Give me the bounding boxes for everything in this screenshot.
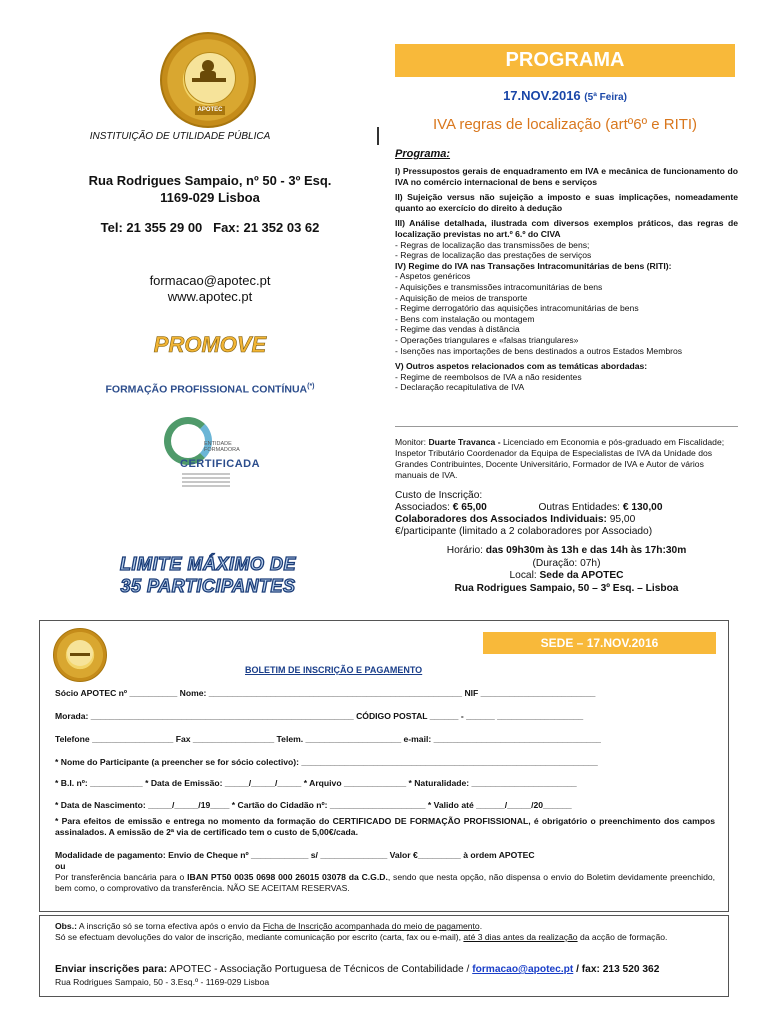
email-link[interactable]: formacao@apotec.pt	[149, 273, 271, 288]
obs-text2c: da acção de formação.	[579, 932, 668, 942]
obs-text1c: .	[479, 921, 483, 931]
pricing	[395, 490, 738, 538]
contact-block	[30, 273, 390, 305]
enviar-fax: / fax: 213 520 362	[576, 964, 660, 975]
price-row	[395, 502, 738, 514]
cert-big-text: CERTIFICADA	[180, 458, 261, 470]
address-line2: 1169-029 Lisboa	[160, 190, 260, 205]
separator	[395, 426, 738, 427]
formacao-label	[30, 383, 390, 396]
enviar-label: Enviar inscrições para:	[55, 964, 168, 975]
send-info	[55, 964, 715, 988]
section-3: III) Análise detalhada, ilustrada com diversos exemplos práticos, das regras de localização previstas no art.º 6.º do CIVA	[395, 218, 738, 239]
local-address: Rua Rodrigues Sampaio, 50 – 3º Esq. – Lisboa	[454, 582, 679, 594]
logo-tag: APOTEC	[195, 106, 225, 115]
duracao: (Duração: 07h)	[532, 557, 601, 569]
course-date	[395, 88, 735, 103]
schedule	[395, 545, 738, 595]
obs-label: Obs.:	[55, 921, 77, 931]
form-row-telefone[interactable]: Telefone _________________ Fax _________________ Telem. ____________________ e-mail: ___________________________________	[55, 734, 601, 744]
section-4-item: - Aquisições e transmissões intracomunitárias de bens	[395, 281, 603, 292]
programa-content	[395, 166, 738, 393]
payment-section	[55, 850, 715, 894]
payment-transfer	[55, 872, 715, 894]
monitor-label: Monitor:	[395, 437, 427, 447]
payment-cheque[interactable]: Modalidade de pagamento: Envio de Cheque nº ____________ s/ ______________ Valor €_________ à ordem APOTEC	[55, 850, 535, 860]
programa-banner: PROGRAMA	[395, 44, 735, 77]
promove-heading: PROMOVE	[153, 332, 267, 357]
transfer-text: Por transferência bancária para o	[55, 872, 185, 882]
cert-small-text: ENTIDADE FORMADORA	[204, 441, 240, 453]
section-2: II) Sujeição versus não sujeição a imposto e suas implicações, nomeadamente quanto ao exercício do direito à dedução	[395, 192, 738, 213]
colab-note: €/participante (limitado a 2 colaboradores por Associado)	[395, 526, 653, 537]
horario-value: das 09h30m às 13h e das 14h às 17h:30m	[485, 545, 687, 556]
formacao-text: FORMAÇÃO PROFISSIONAL CONTÍNUA	[105, 383, 308, 396]
section-4-item: - Regime derrogatório das aquisições intracomunitárias de bens	[395, 303, 639, 314]
address	[30, 172, 390, 206]
limite-banner	[58, 553, 358, 597]
section-5-item: - Declaração recapitulativa de IVA	[395, 382, 525, 393]
section-4-item: - Isenções nas importações de bens destinados a outros Estados Membros	[395, 345, 683, 356]
colab-label: Colaboradores dos Associados Individuais:	[395, 514, 607, 525]
address-line1: Rua Rodrigues Sampaio, nº 50 - 3º Esq.	[88, 173, 332, 188]
section-5: V) Outros aspetos relacionados com as temáticas abordadas:	[395, 361, 648, 372]
phone-fax: Tel: 21 355 29 00 Fax: 21 352 03 62	[100, 220, 320, 235]
outras-price: € 130,00	[622, 502, 663, 513]
obs-text1a: A inscrição só se torna efectiva após o envio da	[78, 921, 261, 931]
payment-or: ou	[55, 861, 66, 871]
local-label: Local:	[509, 570, 537, 581]
form-row-bi[interactable]: * B.I. nº: ___________ * Data de Emissão: _____/_____/_____ * Arquivo _____________ * Naturalidade: ______________________	[55, 778, 577, 788]
form-row-morada[interactable]: Morada: _______________________________________________________ CÓDIGO POSTAL ______ - ______ __________________	[55, 711, 584, 721]
course-title: IVA regras de localização (artº6º e RITI)	[432, 116, 698, 133]
form-row-nascimento[interactable]: * Data de Nascimento: _____/_____/19____ * Cartão do Cidadão nº: ____________________ * Valido até ______/_____/20______	[55, 800, 572, 810]
limite-line2: 35 PARTICIPANTES	[120, 576, 296, 596]
monitor-text: Licenciado em Economia e pós-graduado em Fiscalidade; Inspetor Tributário Coordenador da Equipa de Especialistas de IVA da Unidade dos Grandes Contribuintes, Docente Universitário, Formador de IVA e Autor de vários manuais de IVA.	[395, 437, 725, 480]
assoc-price: € 65,00	[452, 502, 487, 513]
local-value: Sede da APOTEC	[539, 570, 624, 581]
section-3-item: - Regras de localização das prestações de serviços	[395, 250, 592, 261]
divider	[377, 127, 379, 145]
form-row-socio[interactable]: Sócio APOTEC nº __________ Nome: _____________________________________________________ NIF ________________________	[55, 688, 596, 698]
section-4-item: - Aspetos genéricos	[395, 271, 471, 282]
transfer-note: , sendo que nesta opção, não dispensa o envio do Boletim devidamente preenchido, bem como, o comprovativo da transferência. NÃO SE ACEITAM RESERVAS.	[55, 872, 716, 893]
obs-text1b: Ficha de Inscrição acompanhada do meio de pagamento	[262, 921, 480, 931]
institution-label: INSTITUIÇÃO DE UTILIDADE PÚBLICA	[89, 131, 271, 142]
date-text: 17.NOV.2016	[503, 88, 581, 103]
outras-label: Outras Entidades:	[538, 502, 621, 513]
form-row-participante[interactable]: * Nome do Participante (a preencher se for sócio colectivo): ______________________________________________________________	[55, 757, 598, 767]
obs-text2a: Só se efectuam devoluções do valor de inscrição, mediante comunicação por escrito (carta, fax ou e-mail),	[55, 932, 462, 942]
programa-label: Programa:	[395, 148, 451, 160]
apotec-logo	[160, 32, 256, 128]
horario-label: Horário:	[446, 545, 483, 556]
monitor-name: Duarte Travanca -	[428, 437, 501, 447]
monitor-info	[395, 437, 738, 481]
assoc-label: Associados:	[395, 502, 450, 513]
certificate-note: * Para efeitos de emissão e entrega no momento da formação do CERTIFICADO DE FORMAÇÃO PROFISSIONAL, é obrigatório o preenchimento dos campos assinalados. A emissão de 2ª via de certificado tem o custo de 5,00€/cada.	[55, 816, 715, 837]
section-4-item: - Regime das vendas à distância	[395, 324, 520, 335]
sede-banner: SEDE – 17.NOV.2016	[483, 632, 716, 654]
boletim-title: BOLETIM DE INSCRIÇÃO E PAGAMENTO	[245, 665, 423, 675]
section-1: I) Pressupostos gerais de enquadramento em IVA e mecânica de funcionamento do IVA no comércio internacional de bens e serviços	[395, 166, 738, 187]
section-4: IV) Regime do IVA nas Transações Intracomunitárias de bens (RITI):	[395, 260, 672, 271]
section-4-item: - Operações triangulares e «falsas triangulares»	[395, 334, 579, 345]
enviar-address: Rua Rodrigues Sampaio, 50 - 3.Esq.º - 1169-029 Lisboa	[55, 977, 270, 987]
enviar-text: APOTEC - Associação Portuguesa de Técnicos de Contabilidade /	[169, 964, 470, 975]
custo-label: Custo de Inscrição:	[395, 490, 483, 501]
observations	[55, 921, 715, 943]
enviar-email-link[interactable]: formacao@apotec.pt	[472, 964, 574, 975]
limite-line1: LIMITE MÁXIMO DE	[120, 554, 296, 574]
iban: IBAN PT50 0035 0698 000 26015 03078 da C.G.D.	[187, 872, 388, 882]
section-4-item: - Aquisição de meios de transporte	[395, 292, 528, 303]
section-4-item: - Bens com instalação ou montagem	[395, 313, 535, 324]
colab-price: 95,00	[609, 514, 636, 525]
formacao-sup: (*)	[307, 383, 315, 390]
section-5-item: - Regime de reembolsos de IVA a não residentes	[395, 371, 582, 382]
section-3-item: - Regras de localização das transmissões de bens;	[395, 239, 590, 250]
certification-logo	[160, 415, 260, 495]
obs-text2b: até 3 dias antes da realização	[463, 932, 578, 942]
website-link[interactable]: www.apotec.pt	[167, 289, 253, 304]
date-day: (5ª Feira)	[584, 92, 627, 103]
colab-row	[395, 514, 738, 526]
apotec-logo-small	[53, 628, 107, 682]
